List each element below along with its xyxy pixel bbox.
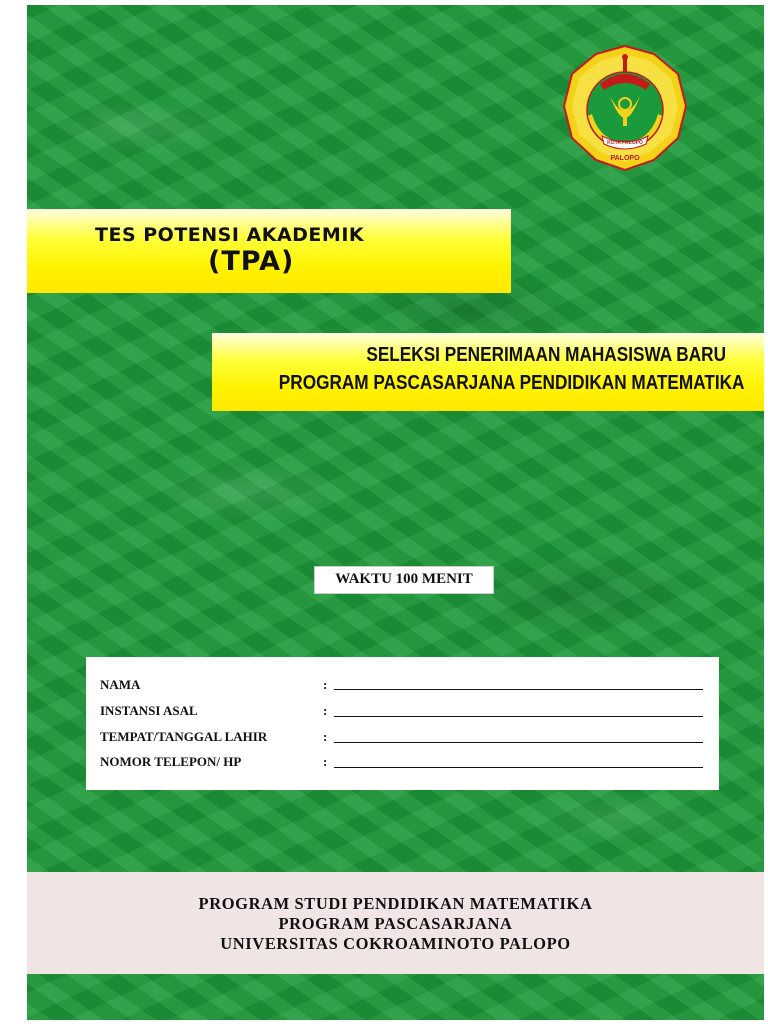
name-colon: : [323, 677, 328, 692]
identity-form [86, 657, 719, 790]
phone-field[interactable] [334, 767, 703, 768]
name-field[interactable] [334, 689, 703, 690]
birth-place-date-label: TEMPAT/TANGGAL LAHIR [100, 729, 268, 744]
phone-label: NOMOR TELEPON/ HP [100, 754, 242, 769]
program-title: PROGRAM PASCASARJANA PENDIDIKAN MATEMATIKA [278, 372, 745, 394]
institution-label: INSTANSI ASAL [100, 703, 198, 718]
birth-place-date-colon: : [323, 729, 328, 744]
svg-text:PALOPO: PALOPO [610, 155, 640, 162]
svg-text:KOTA PALOPO: KOTA PALOPO [607, 140, 643, 146]
footer-panel [27, 872, 764, 974]
study-program: PROGRAM STUDI PENDIDIKAN MATEMATIKA [198, 894, 593, 913]
document-title: TES POTENSI AKADEMIK [95, 224, 365, 246]
university-name: UNIVERSITAS COKROAMINOTO PALOPO [220, 934, 571, 953]
name-label: NAMA [100, 677, 141, 692]
university-emblem-icon [562, 44, 688, 172]
institution-field[interactable] [334, 716, 703, 717]
birth-place-date-field[interactable] [334, 742, 703, 743]
institution-colon: : [323, 703, 328, 718]
exam-time-label: WAKTU 100 MENIT [335, 571, 473, 587]
document-abbreviation: (TPA) [208, 246, 295, 277]
phone-colon: : [323, 754, 328, 769]
graduate-program: PROGRAM PASCASARJANA [278, 914, 513, 933]
selection-title: SELEKSI PENERIMAAN MAHASISWA BARU [366, 344, 726, 366]
exam-time-box [314, 566, 494, 594]
